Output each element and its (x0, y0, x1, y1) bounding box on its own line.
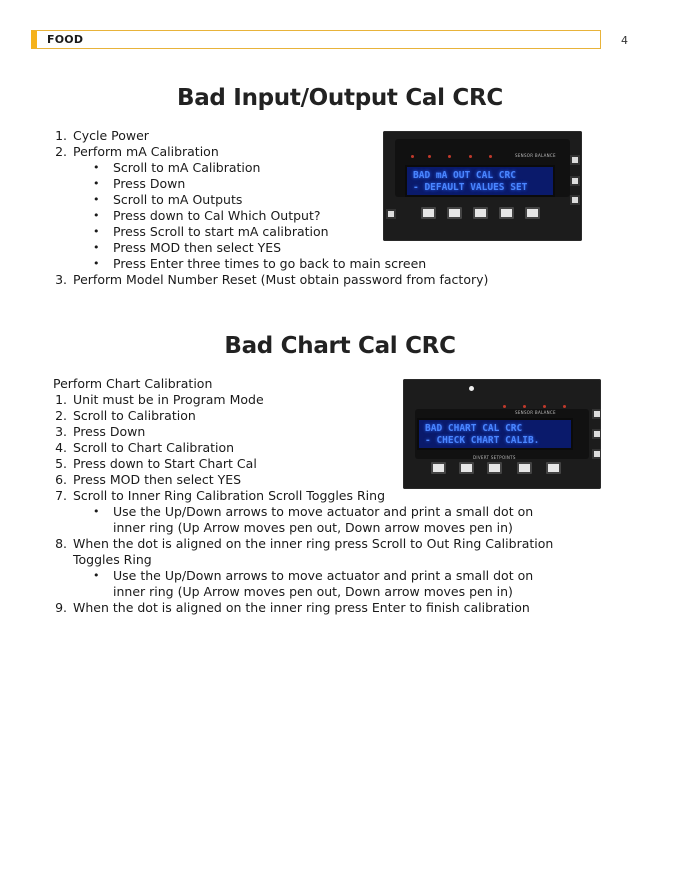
device-button (525, 207, 540, 219)
sub-step-text: Scroll to mA Calibration (113, 160, 261, 175)
device-button (459, 462, 474, 474)
device-button (421, 207, 436, 219)
step-number: 3. (55, 272, 67, 287)
bullet: • (93, 225, 100, 238)
step-text: Press Down (73, 424, 146, 439)
step-number: 8. (55, 536, 67, 551)
device-button (487, 462, 502, 474)
step-number: 3. (55, 424, 67, 439)
device-side-button (592, 429, 601, 439)
section-title-chart-cal: Bad Chart Cal CRC (224, 333, 456, 359)
page-number: 4 (621, 34, 628, 47)
sub-step-text: Press down to Cal Which Output? (113, 208, 321, 223)
section-header-bar (31, 30, 601, 49)
device-side-button (592, 449, 601, 459)
device-button (546, 462, 561, 474)
sub-step-text: Press Scroll to start mA calibration (113, 224, 329, 239)
device-button (499, 207, 514, 219)
step-number: 1. (55, 392, 67, 407)
bullet: • (93, 569, 100, 582)
step-number: 2. (55, 144, 67, 159)
device-screen-io (405, 165, 555, 197)
sub-step-text: Press Down (113, 176, 186, 191)
device-button (473, 207, 488, 219)
step-text: Perform Model Number Reset (Must obtain password from factory) (73, 272, 489, 287)
chart-cal-intro: Perform Chart Calibration (53, 376, 213, 391)
step-text: Press down to Start Chart Cal (73, 456, 257, 471)
bullet: • (93, 177, 100, 190)
device-side-button (570, 195, 580, 205)
device-button (447, 207, 462, 219)
sub-step-text: inner ring (Up Arrow moves pen out, Down arrow moves pen in) (113, 584, 513, 599)
device-side-button (592, 409, 601, 419)
step-number: 1. (55, 128, 67, 143)
step-text: Press MOD then select YES (73, 472, 242, 487)
sensor-balance-label: SENSOR BALANCE (515, 410, 556, 415)
step-number: 4. (55, 440, 67, 455)
bullet: • (93, 161, 100, 174)
screen-line-1: BAD CHART CAL CRC (425, 423, 523, 434)
step-text: Scroll to Calibration (73, 408, 196, 423)
device-side-button (386, 209, 396, 219)
device-button (431, 462, 446, 474)
section-header-label: FOOD (47, 33, 84, 46)
step-text: Toggles Ring (73, 552, 152, 567)
step-text: Scroll to Chart Calibration (73, 440, 235, 455)
step-number: 5. (55, 456, 67, 471)
bullet: • (93, 193, 100, 206)
section-title-io-cal: Bad Input/Output Cal CRC (176, 85, 503, 111)
sub-step-text: Use the Up/Down arrows to move actuator and print a small dot on (113, 504, 534, 519)
step-text: When the dot is aligned on the inner ring press Enter to finish calibration (73, 600, 530, 615)
divert-setpoints-label: DIVERT SETPOINTS (473, 455, 516, 460)
step-number: 2. (55, 408, 67, 423)
screen-line-1: BAD mA OUT CAL CRC (413, 170, 516, 181)
sub-step-text: Press MOD then select YES (113, 240, 282, 255)
step-text: Unit must be in Program Mode (73, 392, 264, 407)
sub-step-text: Use the Up/Down arrows to move actuator and print a small dot on (113, 568, 534, 583)
step-text: When the dot is aligned on the inner ring press Scroll to Out Ring Calibration (73, 536, 554, 551)
sub-step-text: Press Enter three times to go back to main screen (113, 256, 427, 271)
device-display-photo-chart (403, 379, 601, 489)
screen-line-2: - DEFAULT VALUES SET (413, 182, 528, 193)
bullet: • (93, 209, 100, 222)
device-side-button (570, 155, 580, 165)
step-text: Cycle Power (73, 128, 149, 143)
sub-step-text: Scroll to mA Outputs (113, 192, 243, 207)
bullet: • (93, 505, 100, 518)
sensor-balance-label: SENSOR BALANCE (515, 153, 556, 158)
device-screen-chart (417, 418, 573, 450)
sub-step-text: inner ring (Up Arrow moves pen out, Down arrow moves pen in) (113, 520, 513, 535)
device-button (517, 462, 532, 474)
step-text: Perform mA Calibration (73, 144, 219, 159)
screen-line-2: - CHECK CHART CALIB. (425, 435, 540, 446)
step-number: 7. (55, 488, 67, 503)
bullet: • (93, 257, 100, 270)
device-display-photo-io (383, 131, 582, 241)
step-number: 9. (55, 600, 67, 615)
bullet: • (93, 241, 100, 254)
device-side-button (570, 176, 580, 186)
step-text: Scroll to Inner Ring Calibration Scroll Toggles Ring (73, 488, 385, 503)
step-number: 6. (55, 472, 67, 487)
